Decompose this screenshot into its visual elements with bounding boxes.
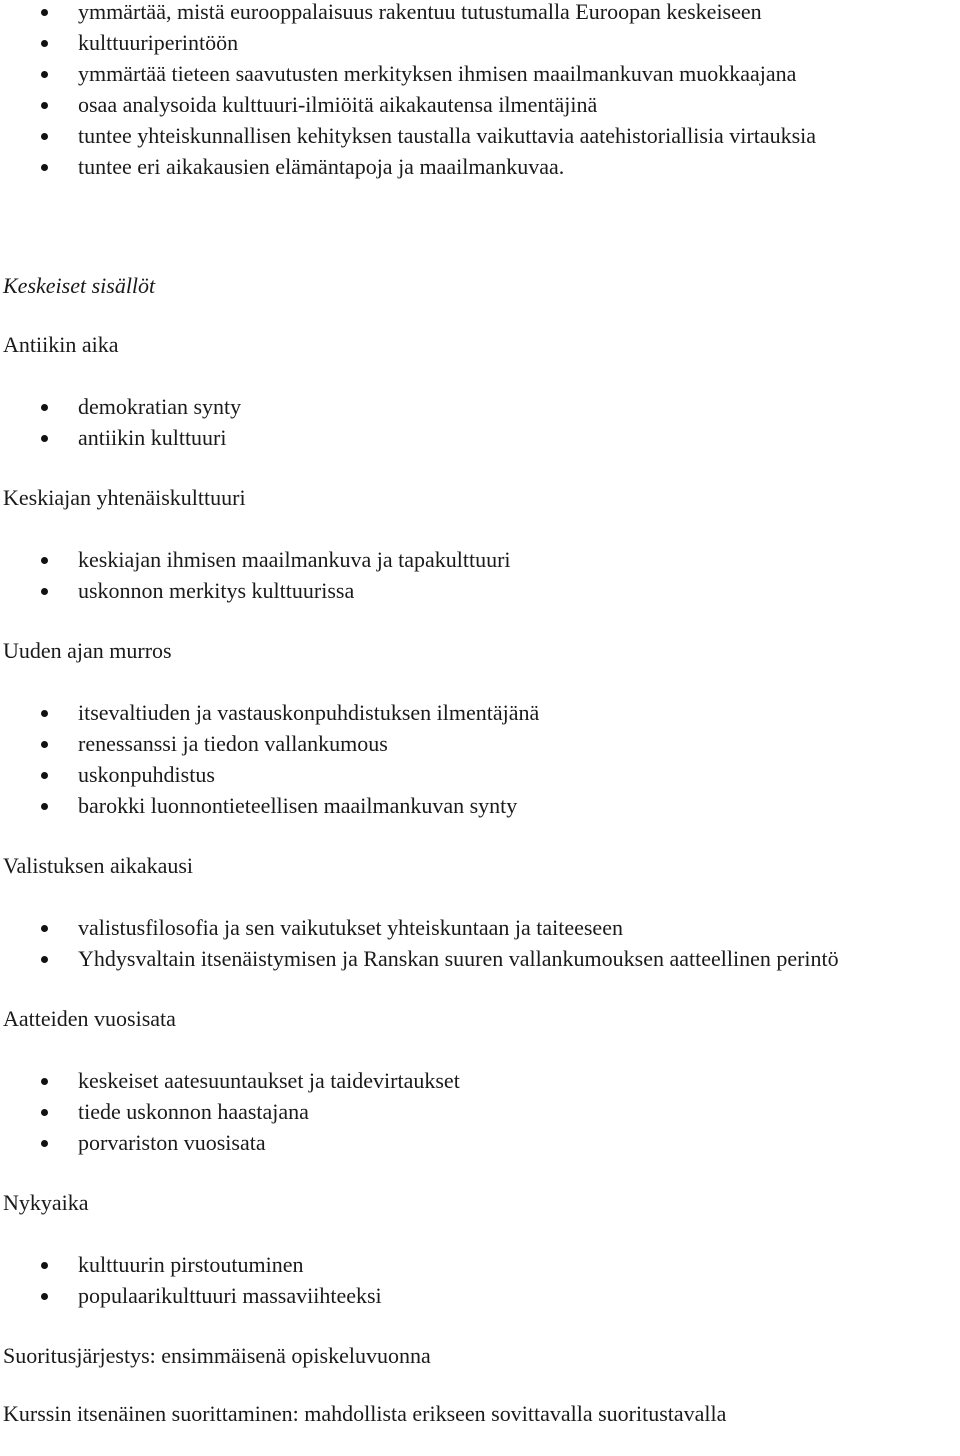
list-item: antiikin kulttuuri <box>0 422 960 453</box>
list-item: valistusfilosofia ja sen vaikutukset yhteiskuntaan ja taiteeseen <box>0 912 960 943</box>
list-item: kulttuuriperintöön <box>0 27 816 58</box>
content-section <box>3 270 960 1456</box>
section-list-early-modern <box>0 697 960 821</box>
list-item: keskiajan ihmisen maailmankuva ja tapakulttuuri <box>0 544 960 575</box>
list-item: itsevaltiuden ja vastauskonpuhdistuksen ilmentäjänä <box>0 697 960 728</box>
list-item: Yhdysvaltain itsenäistymisen ja Ranskan suuren vallankumouksen aatteellinen perintö <box>0 943 960 974</box>
section-title-middle-ages: Keskiajan yhtenäiskulttuuri <box>3 485 246 510</box>
list-item: ymmärtää, mistä eurooppalaisuus rakentuu tutustumalla Euroopan keskeiseen <box>0 0 816 27</box>
content-heading: Keskeiset sisällöt <box>3 273 156 298</box>
section-title-early-modern: Uuden ajan murros <box>3 638 172 663</box>
section-list-middle-ages <box>0 544 960 606</box>
section-title-enlightenment: Valistuksen aikakausi <box>3 853 194 878</box>
section-title-antiquity: Antiikin aika <box>3 332 119 357</box>
list-item: populaarikulttuuri massaviihteeksi <box>0 1280 960 1311</box>
list-item: ymmärtää tieteen saavutusten merkityksen ihmisen maailmankuvan muokkaajana <box>0 58 816 89</box>
list-item: tuntee yhteiskunnallisen kehityksen taustalla vaikuttavia aatehistoriallisia virtauksia <box>0 120 816 151</box>
list-item: tuntee eri aikakausien elämäntapoja ja maailmankuvaa. <box>0 151 816 182</box>
section-list-modern-era <box>0 1249 960 1311</box>
list-item: uskonnon merkitys kulttuurissa <box>0 575 960 606</box>
list-item: tiede uskonnon haastajana <box>0 1096 960 1127</box>
section-title-modern-era: Nykyaika <box>3 1190 89 1215</box>
independent-completion-text: Kurssin itsenäinen suorittaminen: mahdollista erikseen sovittavalla suoritustavalla <box>3 1401 727 1426</box>
section-list-enlightenment <box>0 912 960 974</box>
list-item: kulttuurin pirstoutuminen <box>0 1249 960 1280</box>
list-item: demokratian synty <box>0 391 960 422</box>
list-item: barokki luonnontieteellisen maailmankuvan synty <box>0 790 960 821</box>
objectives-list <box>0 0 816 182</box>
list-item: osaa analysoida kulttuuri-ilmiöitä aikakautensa ilmentäjinä <box>0 89 816 120</box>
completion-order-text: Suoritusjärjestys: ensimmäisenä opiskeluvuonna <box>3 1343 431 1368</box>
list-item: keskeiset aatesuuntaukset ja taidevirtaukset <box>0 1065 960 1096</box>
section-title-ideologies: Aatteiden vuosisata <box>3 1006 176 1031</box>
list-item: porvariston vuosisata <box>0 1127 960 1158</box>
section-list-ideologies <box>0 1065 960 1158</box>
section-list-antiquity <box>0 391 960 453</box>
list-item: renessanssi ja tiedon vallankumous <box>0 728 960 759</box>
list-item: uskonpuhdistus <box>0 759 960 790</box>
